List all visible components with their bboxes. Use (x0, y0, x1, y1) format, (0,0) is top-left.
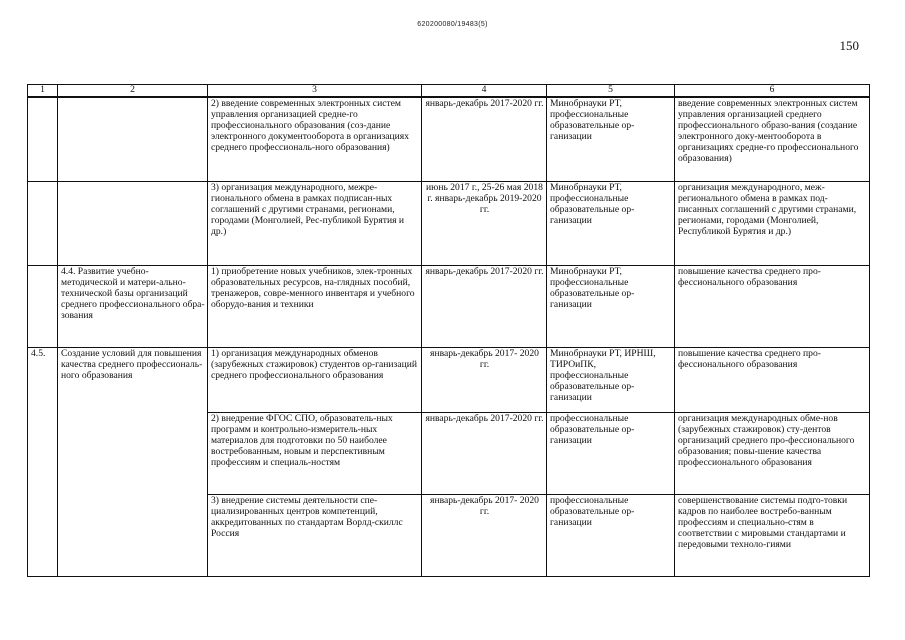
term-cell: январь-декабрь 2017- 2020 гг. (422, 347, 547, 412)
column-number: 4 (422, 85, 547, 98)
table-row (28, 347, 870, 412)
result-cell: организация международных обме-нов (зарубежных стажировок) сту-дентов организаций среднего про-фессионального образования; повы-шение качества профессионального образования (675, 412, 870, 494)
action-plan-table (27, 84, 870, 577)
result-cell: повышение качества среднего про-фессионального образования (675, 265, 870, 347)
item-number-cell: 4.5. (28, 347, 58, 576)
activity-cell: 3) внедрение системы деятельности спе-циализированных центров компетенций, аккредитованных по стандартам Ворлд-скиллс Россия (208, 494, 422, 576)
executor-cell: Минобрнауки РТ, профессиональные образовательные ор-ганизации (547, 265, 675, 347)
item-number-cell (28, 265, 58, 347)
table-row (28, 97, 870, 181)
table-row (28, 265, 870, 347)
activity-cell: 1) приобретение новых учебников, элек-тронных образовательных ресурсов, на-глядных пособий, тренажеров, совре-менного инвентаря и учебного оборудо-вания и техники (208, 265, 422, 347)
item-number-cell (28, 181, 58, 265)
executor-cell: Минобрнауки РТ, ИРНШ, ТИРОиПК, профессиональные образовательные ор-ганизации (547, 347, 675, 412)
term-cell: январь-декабрь 2017-2020 гг. (422, 412, 547, 494)
result-cell: повышение качества среднего про-фессионального образования (675, 347, 870, 412)
term-cell: январь-декабрь 2017-2020 гг. (422, 97, 547, 181)
activity-cell: 1) организация международных обменов (зарубежных стажировок) студентов ор-ганизаций среднего профессионального образования (208, 347, 422, 412)
document-id: 620200080/19483(5) (417, 21, 488, 28)
activity-cell: 2) введение современных электронных систем управления организацией средне-го профессионального образования (соз-дание электронного документооборота в организациях среднего профессиональ-ного образования) (208, 97, 422, 181)
term-cell: июнь 2017 г., 25-26 мая 2018 г. январь-декабрь 2019-2020 гг. (422, 181, 547, 265)
executor-cell: профессиональные образовательные ор-ганизации (547, 412, 675, 494)
table-row (28, 181, 870, 265)
result-cell: совершенствование системы подго-товки кадров по наиболее востребо-ванным профессиям и специально-стям в соответствии с мировыми стандартами и передовыми техноло-гиями (675, 494, 870, 576)
executor-cell: Минобрнауки РТ, профессиональные образовательные ор-ганизации (547, 97, 675, 181)
task-cell: 4.4. Развитие учебно-методической и матери-ально-технической базы организаций среднего профессионального обра-зования (58, 265, 208, 347)
executor-cell: профессиональные образовательные ор-ганизации (547, 494, 675, 576)
column-number: 5 (547, 85, 675, 98)
term-cell: январь-декабрь 2017- 2020 гг. (422, 494, 547, 576)
activity-cell: 3) организация международного, межре-гионального обмена в рамках подписан-ных соглашений с другими странами, регионами, городами (Монголией, Рес-публикой Бурятия и др.) (208, 181, 422, 265)
column-number: 2 (58, 85, 208, 98)
page-number: 150 (839, 38, 859, 53)
activity-cell: 2) внедрение ФГОС СПО, образователь-ных программ и контрольно-измеритель-ных материалов для подготовки по 50 наиболее востребованным, новым и перспективным профессиям и специаль-ностям (208, 412, 422, 494)
item-number-cell (28, 97, 58, 181)
executor-cell: Минобрнауки РТ, профессиональные образовательные ор-ганизации (547, 181, 675, 265)
column-number: 6 (675, 85, 870, 98)
column-number-row (28, 85, 870, 98)
result-cell: организация международного, меж-регионального обмена в рамках под-писанных соглашений с другими странами, регионами, городами (Монголией, Республикой Бурятия и др.) (675, 181, 870, 265)
column-number: 1 (28, 85, 58, 98)
task-cell (58, 97, 208, 181)
term-cell: январь-декабрь 2017-2020 гг. (422, 265, 547, 347)
column-number: 3 (208, 85, 422, 98)
result-cell: введение современных электронных систем управления организацией среднего профессионального образо-вания (создание электронного доку-ментооборота в организациях средне-го профессионального образования) (675, 97, 870, 181)
task-cell: Создание условий для повышения качества среднего профессиональ-ного образования (58, 347, 208, 576)
task-cell (58, 181, 208, 265)
